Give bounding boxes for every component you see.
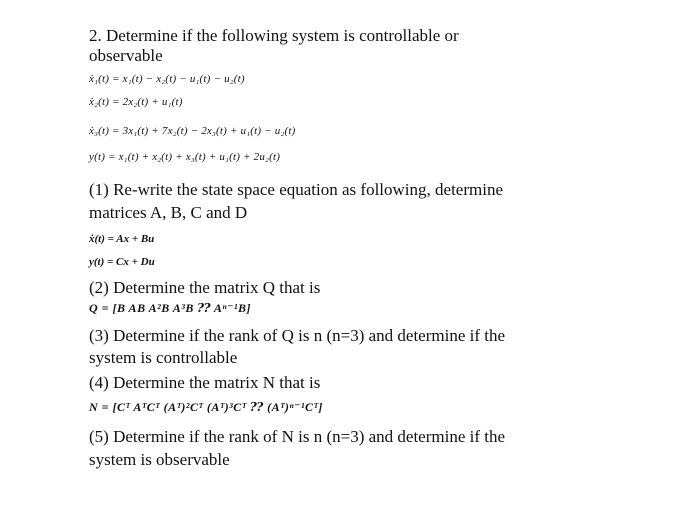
part3-line1: (3) Determine if the rank of Q is n (n=3) and determine if the xyxy=(89,326,506,345)
state-equation: ẋ(t) = Ax + Bu xyxy=(89,233,155,245)
part5-line1: (5) Determine if the rank of N is n (n=3) and determine if the xyxy=(89,427,506,446)
output-equation: y(t) = Cx + Du xyxy=(89,256,155,268)
part2-text: (2) Determine the matrix Q that is xyxy=(89,278,321,297)
part5-line2: system is observable xyxy=(89,450,230,469)
problem-title-line1: 2. Determine if the following system is controllable or xyxy=(89,26,459,45)
problem-title-line2: observable xyxy=(89,46,163,65)
part4-text: (4) Determine the matrix N that is xyxy=(89,373,321,392)
controllability-matrix: Q = [B AB A²B A³B ⁇ Aⁿ⁻¹B] xyxy=(89,301,252,315)
part1-line1: (1) Re-write the state space equation as following, determine xyxy=(89,180,503,199)
equation-x2: ẋ₂(t) = 2x₂(t) + u₁(t) xyxy=(89,96,183,108)
equation-output: y(t) = x₁(t) + x₂(t) + x₃(t) + u₁(t) + 2u₂(t) xyxy=(89,151,281,163)
equation-x3: ẋ₃(t) = 3x₁(t) + 7x₂(t) − 2x₃(t) + u₁(t) − u₂(t) xyxy=(89,125,296,137)
part3-line2: system is controllable xyxy=(89,348,238,367)
equation-x1: ẋ₁(t) = x₁(t) − x₂(t) − u₁(t) − u₂(t) xyxy=(89,73,245,85)
part1-line2: matrices A, B, C and D xyxy=(89,203,248,222)
observability-matrix: N = [Cᵀ AᵀCᵀ (Aᵀ)²Cᵀ (Aᵀ)³Cᵀ ⁇ (Aᵀ)ⁿ⁻¹Cᵀ] xyxy=(89,400,323,414)
